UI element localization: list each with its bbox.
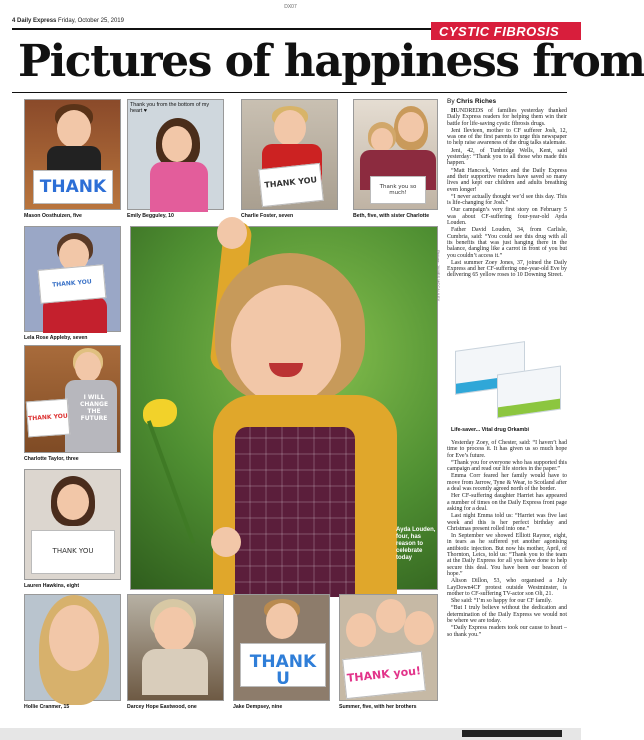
face <box>376 599 406 633</box>
face <box>154 607 194 651</box>
sign-beth: Thank you so much! <box>370 176 426 204</box>
face <box>57 484 89 520</box>
byline-author: Chris Riches <box>456 98 497 105</box>
page-folio: DX07 <box>284 4 297 10</box>
para: Alison Dillon, 53, who organised a July LayDown4CF protest outside Westminster, is mother to CF-suffering TV-actor son Oli, 21. <box>447 578 567 597</box>
photo-charlotte-taylor <box>24 345 121 453</box>
article-column-1 <box>447 108 567 280</box>
caption-lela: Lela Rose Appleby, seven <box>24 335 88 341</box>
photo-lauren <box>24 469 121 580</box>
shirt <box>150 162 208 212</box>
face <box>57 110 91 148</box>
sign-charlotte: THANK YOU <box>26 399 70 438</box>
face <box>162 126 192 162</box>
headline: Pictures of happiness from <box>18 36 644 87</box>
para: Her CF-suffering daughter Harriet has appeared a number of times on the Daily Express front page asking for a deal. <box>447 493 567 512</box>
photo-emily <box>127 99 224 210</box>
photo-jake <box>233 594 330 701</box>
face <box>404 611 434 645</box>
photo-summer <box>339 594 438 701</box>
rose-stem <box>147 420 195 544</box>
clothes <box>142 649 208 695</box>
bottom-bar <box>0 728 581 740</box>
sign-lauren: THANK YOU <box>31 530 115 574</box>
photo-mason <box>24 99 121 210</box>
para: Yesterday Zoey, of Chester, said: “I haven’t had time to process it. It has given us so much hope for Eve’s future. <box>447 440 567 459</box>
drug-box <box>497 366 561 419</box>
sign-charlie: THANK YOU <box>258 163 324 207</box>
para: Jeni, 42, of Tunbridge Wells, Kent, said yesterday: “Thank you to all those who made this happen. <box>447 147 567 167</box>
face <box>274 110 306 146</box>
caption-hollie: Hollie Cranmer, 15 <box>24 704 70 710</box>
caption-summer: Summer, five, with her brothers <box>339 704 417 710</box>
raised-fist <box>217 217 247 249</box>
sign-lela: THANK YOU <box>38 264 107 304</box>
face <box>266 603 298 639</box>
face <box>346 613 376 647</box>
byline-prefix: By <box>447 98 455 105</box>
caption-jake: Jake Dempsey, nine <box>233 704 283 710</box>
caption-emily: Emily Begguley, 10 <box>127 213 174 219</box>
product-photo <box>449 336 567 424</box>
caption-charlie-foster: Charlie Foster, seven <box>241 213 294 219</box>
para: “Thank you for everyone who has supported this campaign and read our life stories in the paper.” <box>447 459 567 473</box>
issue-date: Friday, October 25, 2019 <box>58 18 124 24</box>
caption-mason: Mason Oosthuizen, five <box>24 213 82 219</box>
caption-charlotte-taylor: Charlotte Taylor, three <box>24 456 79 462</box>
top-rule <box>12 28 431 30</box>
article-column-2 <box>447 440 567 639</box>
sign-thank: THANK <box>33 170 113 204</box>
face <box>231 285 341 405</box>
photo-hollie <box>24 594 121 701</box>
byline <box>447 98 496 105</box>
caption-lauren: Lauren Hawkins, eight <box>24 583 80 589</box>
photo-darcey <box>127 594 224 701</box>
newspaper-name: Daily Express <box>17 18 57 24</box>
bottom-bar-block <box>462 730 562 737</box>
sign-jake: THANK U <box>240 643 326 687</box>
para: Our campaign’s very first story on February 5 was about CF-suffering four-year-old Ayda Louden. <box>447 207 567 227</box>
face <box>371 128 393 152</box>
face <box>75 352 101 382</box>
caption-beth: Beth, five, with sister Charlotte <box>353 213 430 219</box>
para: Emma Corr feared her family would have to move from Jarrow, Tyne & Wear, to Scotland after a deal was recently agreed north of the border. <box>447 473 567 493</box>
para: “Daily Express readers took our cause to heart – so thank you.” <box>447 625 567 638</box>
caption-darcey: Darcey Hope Eastwood, one <box>127 704 197 710</box>
headline-rule <box>12 92 567 93</box>
box-band <box>498 399 560 418</box>
hand <box>211 527 241 557</box>
photo-lela <box>24 226 121 332</box>
para: Last summer Zoey Jones, 37, joined the Daily Express and her CF-suffering one-year-old Eve by delivering 65 yellow roses to 10 Downing Street. <box>447 259 567 279</box>
hero-photo-ayda <box>130 226 438 590</box>
tartan-dress <box>235 427 355 597</box>
para: HUNDREDS of families yesterday thanked Daily Express readers for helping them win their battle for life-saving cystic fibrosis drugs. <box>447 108 567 127</box>
page-header <box>12 18 124 24</box>
face <box>398 112 424 142</box>
emily-note: Thank you from the bottom of my heart ♥ <box>130 102 210 114</box>
para: Father David Louden, 34, from Carlisle, Cumbria, said: “You could see this drug with all its benefits that was just hanging there in the balance, dangling like a carrot in front of you but you couldn’t access it.” <box>447 227 567 259</box>
para: “Matt Hancock, Vertex and the Daily Express and their supportive readers have saved so many lives and kept our children and adults breathing even longer! <box>447 167 567 193</box>
section-tag: CYSTIC FIBROSIS <box>431 22 581 40</box>
hero-caption: Ayda Louden, four, has reason to celebrate today <box>396 527 436 561</box>
photo-credit: Picture: JAMES MCCAULEY <box>436 250 441 302</box>
photo-charlie-foster <box>241 99 338 210</box>
para: She said: “I’m so happy for our CF family. <box>451 598 552 605</box>
sign-summer: THANK you! <box>342 651 426 699</box>
para: “I never actually thought we’d see this day. This is life-changing for Josh.” <box>447 193 567 207</box>
para: In September we showed Elliott Raynor, eight, in tears as he suffered yet another agonising antibiotic injection. But now his mother, April, of Thornton, Leics, told us: “Thank you to the team at the Daily Express for all you have done to help secure this deal. You have been our beacon of hope.” <box>447 533 567 577</box>
face <box>49 605 99 671</box>
product-caption: Life-saver... Vital drug Orkambi <box>451 427 529 433</box>
para: Last night Emma told us: “Harriet was five last week and this is her perfect birthday and Christmas present rolled into one.” <box>447 513 567 532</box>
para: Jeni Ilevieen, mother to CF sufferer Josh, 12, was one of the first parents to urge this newspaper to help raise awareness of the drug talks stalemate. <box>447 127 567 147</box>
para: “But I truly believe without the dedication and determination of the Daily Express we would not be where we are today. <box>447 605 567 625</box>
shirt-slogan: I WILL CHANGE THE FUTURE <box>79 394 109 422</box>
photo-beth <box>353 99 438 210</box>
page-number: 4 <box>12 18 16 24</box>
